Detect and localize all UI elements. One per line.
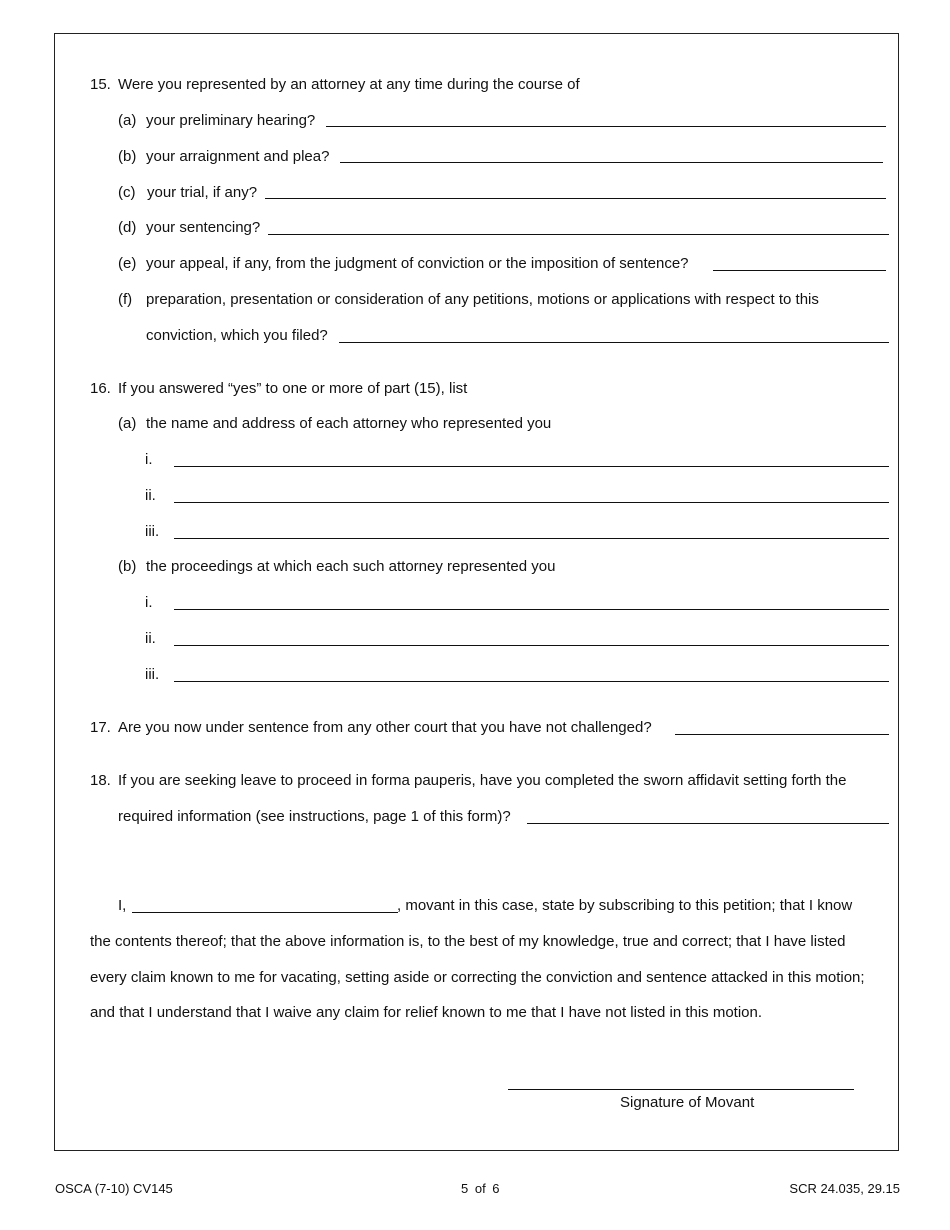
q16b-ii-field[interactable]	[174, 645, 889, 646]
q15f-answer-field[interactable]	[339, 342, 889, 343]
q16a-iii-field[interactable]	[174, 538, 889, 539]
declaration-line3: every claim known to me for vacating, setting aside or correcting the conviction and sentence attacked in this motion;	[90, 969, 865, 986]
q17-number: 17.	[90, 719, 111, 736]
q15d-answer-field[interactable]	[268, 234, 889, 235]
q15a-letter: (a)	[118, 112, 137, 129]
q15f-text: preparation, presentation or consideration of any petitions, motions or applications with respect to this	[146, 291, 819, 308]
q16a-roman-iii: iii.	[145, 523, 160, 540]
footer-page-number: 5 of 6	[461, 1181, 500, 1196]
q16a-letter: (a)	[118, 415, 137, 432]
q15e-letter: (e)	[118, 255, 137, 272]
footer-rule-reference: SCR 24.035, 29.15	[789, 1181, 900, 1196]
q16b-iii-field[interactable]	[174, 681, 889, 682]
q15a-answer-field[interactable]	[326, 126, 886, 127]
q15b-letter: (b)	[118, 148, 137, 165]
q15a-text: your preliminary hearing?	[146, 112, 316, 129]
q17-text: Are you now under sentence from any other court that you have not challenged?	[118, 719, 652, 736]
q15b-text: your arraignment and plea?	[146, 148, 330, 165]
q18-text-line2: required information (see instructions, page 1 of this form)?	[118, 808, 511, 825]
q15f-text-continued: conviction, which you filed?	[146, 327, 328, 344]
q15-text: Were you represented by an attorney at any time during the course of	[118, 76, 580, 93]
signature-field[interactable]	[508, 1089, 854, 1090]
declaration-line2: the contents thereof; that the above information is, to the best of my knowledge, true and correct; that I have listed	[90, 933, 846, 950]
q15c-letter: (c)	[118, 184, 136, 201]
q16b-letter: (b)	[118, 558, 137, 575]
movant-name-field[interactable]	[132, 912, 398, 913]
q15-number: 15.	[90, 76, 111, 93]
q16b-roman-i: i.	[145, 594, 153, 611]
q16b-i-field[interactable]	[174, 609, 889, 610]
q15d-text: your sentencing?	[146, 219, 261, 236]
q17-answer-field[interactable]	[675, 734, 889, 735]
signature-label: Signature of Movant	[620, 1094, 755, 1111]
declaration-line1: , movant in this case, state by subscribing to this petition; that I know	[397, 897, 853, 914]
declaration-line4: and that I understand that I waive any claim for relief known to me that I have not listed in this motion.	[90, 1004, 763, 1021]
q16a-roman-ii: ii.	[145, 487, 156, 504]
q15d-letter: (d)	[118, 219, 137, 236]
q18-text-line1: If you are seeking leave to proceed in forma pauperis, have you completed the sworn affidavit setting forth the	[118, 772, 847, 789]
q16-text: If you answered “yes” to one or more of part (15), list	[118, 380, 468, 397]
q15e-text: your appeal, if any, from the judgment of conviction or the imposition of sentence?	[146, 255, 689, 272]
q15b-answer-field[interactable]	[340, 162, 883, 163]
q18-answer-field[interactable]	[527, 823, 889, 824]
q16b-roman-ii: ii.	[145, 630, 156, 647]
q18-number: 18.	[90, 772, 111, 789]
footer-form-id: OSCA (7-10) CV145	[55, 1181, 173, 1196]
q15c-answer-field[interactable]	[265, 198, 886, 199]
q15c-text: your trial, if any?	[147, 184, 258, 201]
q16a-ii-field[interactable]	[174, 502, 889, 503]
q16b-text: the proceedings at which each such attorney represented you	[146, 558, 556, 575]
q16a-roman-i: i.	[145, 451, 153, 468]
q15f-letter: (f)	[118, 291, 133, 308]
q16a-i-field[interactable]	[174, 466, 889, 467]
q16-number: 16.	[90, 380, 111, 397]
declaration-prefix: I,	[118, 897, 127, 914]
q16a-text: the name and address of each attorney who represented you	[146, 415, 552, 432]
q16b-roman-iii: iii.	[145, 666, 160, 683]
q15e-answer-field[interactable]	[713, 270, 886, 271]
